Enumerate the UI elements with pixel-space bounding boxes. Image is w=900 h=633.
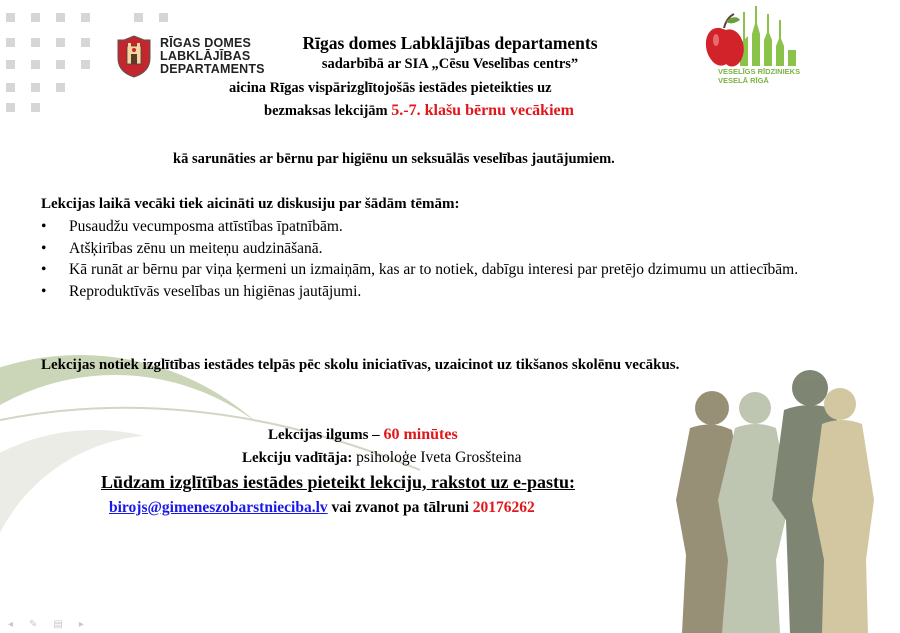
- people-silhouettes: [676, 370, 874, 633]
- list-item: [41, 216, 799, 238]
- target-audience-highlight: 5.-7. klašu bērnu vecākiem: [391, 102, 574, 119]
- topic-text: Pusaudžu vecumposma attīstības īpatnībām.: [69, 218, 343, 235]
- brand-slogan-line-2: VESELĀ RĪGĀ: [718, 76, 769, 85]
- brand-slogan-line-1: VESELĪGS RĪDZINIEKS: [718, 67, 801, 76]
- pen-icon[interactable]: ✎: [29, 619, 38, 630]
- list-item: [41, 281, 799, 303]
- lecture-duration: [268, 426, 458, 444]
- contact-middle-text: vai zvanot pa tālruni: [327, 499, 473, 516]
- organization-name-line-2: LABKLĀJĪBAS: [160, 49, 251, 63]
- next-slide-icon[interactable]: ▸: [78, 619, 84, 630]
- bullet-icon: •: [41, 261, 47, 278]
- title-line-4-prefix: bezmaksas lekcijām: [264, 103, 392, 119]
- lecturer-label: Lekciju vadītāja:: [242, 450, 357, 466]
- title-line-3: aicina Rīgas vispārizglītojošās iestādes pieteikties uz: [229, 80, 552, 96]
- email-link[interactable]: birojs@gimeneszobarstnieciba.lv: [109, 499, 328, 516]
- topic-text: Reproduktīvās veselības un higiēnas jautājumi.: [69, 282, 362, 300]
- bullet-icon: •: [41, 282, 47, 300]
- bullet-icon: •: [41, 218, 47, 235]
- topics-list: [41, 216, 799, 302]
- topics-intro: Lekcijas laikā vecāki tiek aicināti uz diskusiju par šādām tēmām:: [41, 196, 460, 212]
- lecture-location-note: Lekcijas notiek izglītības iestādes telpās pēc skolu iniciatīvas, uzaicinot uz tikšanos skolēnu vecākus.: [41, 357, 680, 373]
- list-item: [41, 238, 799, 260]
- previous-slide-icon[interactable]: ◂: [8, 619, 14, 630]
- bullet-icon: •: [41, 239, 47, 257]
- topic-text: Kā runāt ar bērnu par viņa ķermeni un izmaiņām, kas ar to notiek, dabīgu interesi par pretējo dzimumu un attiecībām.: [69, 261, 799, 278]
- lecturer-name: psiholoģe Iveta Grosšteina: [356, 449, 522, 466]
- organization-name-line-1: RĪGAS DOMES: [160, 36, 252, 50]
- lecture-subtitle: kā sarunāties ar bērnu par higiēnu un seksuālās veselības jautājumiem.: [173, 151, 615, 167]
- list-item: [41, 259, 799, 281]
- title-line-1: Rīgas domes Labklājības departaments: [302, 33, 598, 53]
- title-line-4: [264, 102, 574, 120]
- lecturer: [242, 449, 521, 467]
- organization-name-line-3: DEPARTAMENTS: [160, 62, 265, 76]
- duration-label: Lekcijas ilgums –: [268, 427, 384, 443]
- duration-value: 60 minūtes: [383, 426, 458, 443]
- topic-text: Atšķirības zēnu un meiteņu audzināšanā.: [69, 239, 323, 257]
- slide-menu-icon[interactable]: ▤: [53, 619, 63, 630]
- application-request: Lūdzam izglītības iestādes pieteikt lekciju, rakstot uz e-pastu:: [101, 472, 575, 492]
- slideshow-toolbar: [8, 614, 96, 632]
- contact-line: [109, 499, 535, 517]
- phone-number: 20176262: [472, 499, 535, 516]
- title-line-2: sadarbībā ar SIA „Cēsu Veselības centrs”: [321, 56, 579, 72]
